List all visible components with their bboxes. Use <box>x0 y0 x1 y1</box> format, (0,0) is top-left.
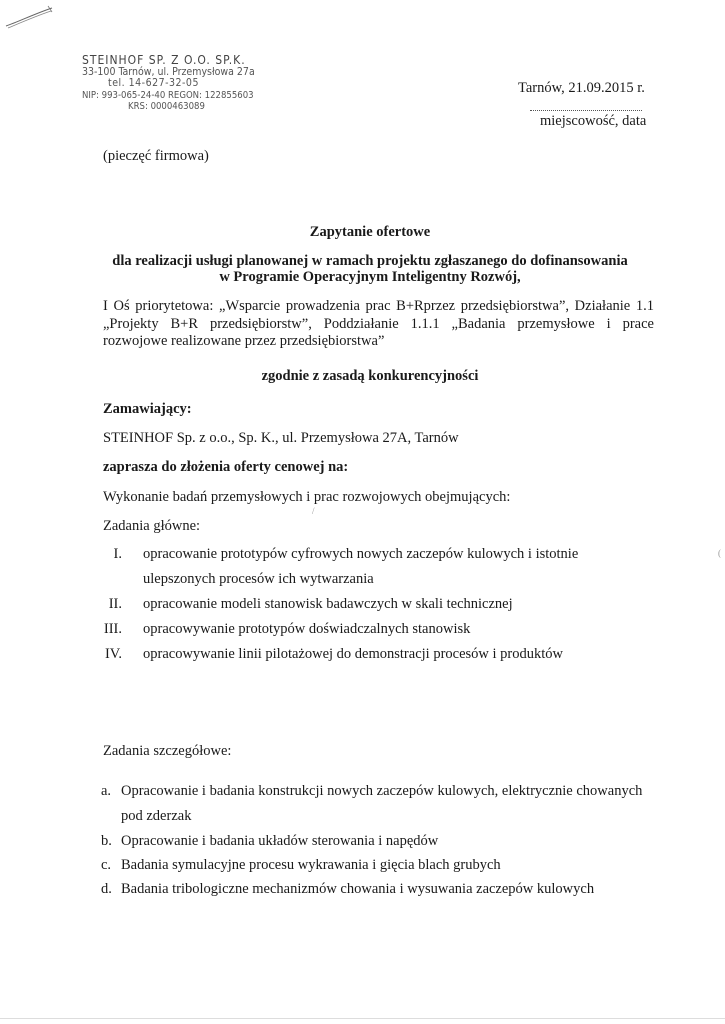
orderer-heading: Zamawiający: <box>103 401 192 417</box>
main-task-text: opracowywanie prototypów doświadczalnych stanowisk <box>143 621 471 637</box>
detail-task-letter: d. <box>101 881 112 897</box>
main-tasks-heading: Zadania główne: <box>103 518 201 534</box>
stamp-company: STEINHOF SP. Z O.O. SP.K. <box>82 53 246 67</box>
main-task-text: opracowanie modeli stanowisk badawczych w skali technicznej <box>143 596 513 612</box>
place-date-label: miejscowość, data <box>540 113 647 129</box>
main-task-number: IV. <box>104 646 122 662</box>
main-task-number: II. <box>108 596 122 612</box>
page-bottom-edge <box>0 1018 725 1019</box>
scan-mark: ( <box>718 548 721 558</box>
main-task-number: I. <box>113 546 122 562</box>
stamp-address: 33-100 Tarnów, ul. Przemysłowa 27a <box>82 65 255 78</box>
detail-task-letter: a. <box>101 783 112 799</box>
competition-rule: zgodnie z zasadą konkurencyjności <box>261 368 479 384</box>
detail-task-letter: b. <box>101 833 112 849</box>
subtitle-line-1: dla realizacji usługi planowanej w ramach projektu zgłaszanego do dofinansowania <box>112 253 628 269</box>
stamp-krs: KRS: 0000463089 <box>128 101 205 112</box>
invitation-text: zaprasza do złożenia oferty cenowej na: <box>103 459 349 475</box>
company-stamp <box>82 55 262 113</box>
stamp-phone: tel. 14-627-32-05 <box>108 77 199 89</box>
stamp-nip-regon: NIP: 993-065-24-40 REGON: 122855603 <box>82 89 254 101</box>
main-task-text: opracowanie prototypów cyfrowych nowych zaczepów kulowych i istotnie ulepszonych procesów ich wytwarzania <box>143 546 579 587</box>
detail-task-text: Opracowanie i badania układów sterowania i napędów <box>121 833 439 849</box>
priority-axis-paragraph: I Oś priorytetowa: „Wsparcie prowadzenia prac B+Rprzez przedsiębiorstwa”, Działanie 1.1 „Projekty B+R przedsiębiorstw”, Poddziałanie 1.1.1 „Badania przemysłowe i prace rozwojowe realizowane przez przedsiębiorstwa” <box>103 298 654 349</box>
main-task-number: III. <box>103 621 122 637</box>
place-date: Tarnów, 21.09.2015 r. <box>518 80 645 96</box>
subtitle-line-2: w Programie Operacyjnym Inteligentny Rozwój, <box>219 269 521 285</box>
pen-scribble-mark <box>4 4 54 32</box>
document-title: Zapytanie ofertowe <box>309 224 431 240</box>
document-subtitle <box>90 253 650 285</box>
date-underline <box>530 110 642 111</box>
detail-tasks-heading: Zadania szczegółowe: <box>103 743 232 759</box>
scan-mark: / <box>312 506 315 516</box>
main-task-text: opracowywanie linii pilotażowej do demonstracji procesów i produktów <box>143 646 563 662</box>
detail-task-text: Opracowanie i badania konstrukcji nowych zaczepów kulowych, elektrycznie chowanych pod zderzak <box>121 783 643 824</box>
scope-text: Wykonanie badań przemysłowych i prac rozwojowych obejmujących: <box>103 489 511 505</box>
detail-task-letter: c. <box>101 857 112 873</box>
detail-task-text: Badania symulacyjne procesu wykrawania i gięcia blach grubych <box>121 857 501 873</box>
detail-task-text: Badania tribologiczne mechanizmów chowania i wysuwania zaczepów kulowych <box>121 881 595 897</box>
company-seal-label: (pieczęć firmowa) <box>103 148 209 164</box>
orderer-details: STEINHOF Sp. z o.o., Sp. K., ul. Przemysłowa 27A, Tarnów <box>103 430 459 446</box>
